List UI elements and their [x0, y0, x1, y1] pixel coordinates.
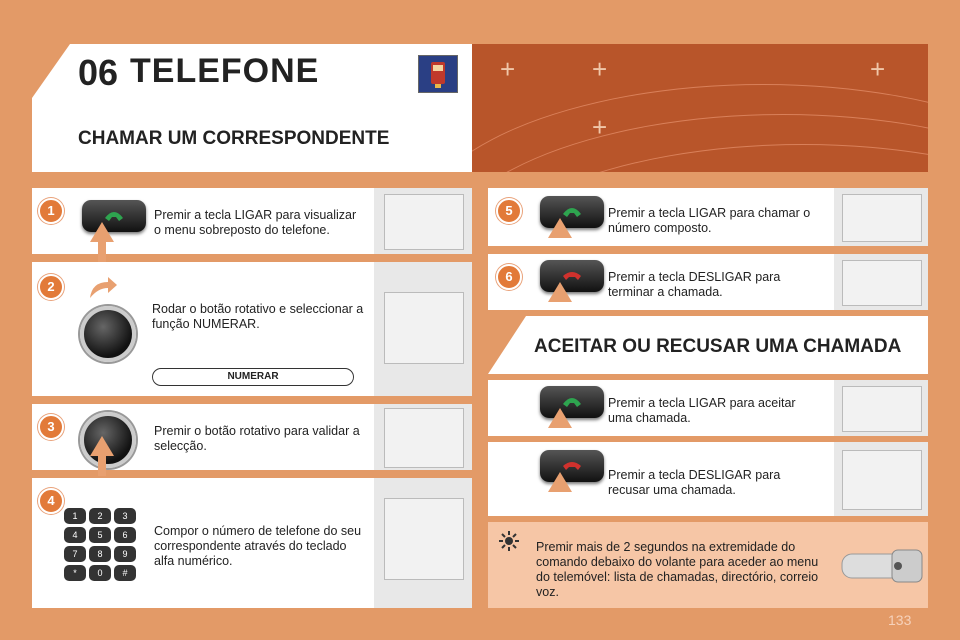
step-illustration-5	[834, 188, 928, 246]
step-number: 2	[38, 274, 64, 300]
step-number: 4	[38, 488, 64, 514]
chapter-number: 06	[78, 52, 119, 93]
steering-stalk-illustration	[838, 530, 926, 602]
step-illustration-3	[374, 404, 472, 470]
step-number: 1	[38, 198, 64, 224]
reject-text: Premir a tecla DESLIGAR para recusar uma chamada.	[608, 468, 781, 497]
plus-decoration: +	[870, 54, 886, 84]
keypad-key: 8	[89, 546, 111, 562]
rotate-arrow-icon	[86, 276, 116, 300]
page-title: TELEFONE	[130, 52, 320, 90]
reject-illustration	[834, 442, 928, 516]
press-arrow-icon	[90, 222, 114, 242]
numerar-menu-label: NUMERAR	[152, 368, 354, 386]
keypad-key: 7	[64, 546, 86, 562]
step-illustration-2	[374, 262, 472, 396]
keypad-key: 2	[89, 508, 111, 524]
accept-text: Premir a tecla LIGAR para aceitar uma chamada.	[608, 396, 796, 425]
step-text: Premir o botão rotativo para validar a selecção.	[154, 424, 360, 453]
header-band	[472, 44, 928, 172]
press-arrow-stem	[98, 240, 106, 262]
tip-sun-icon	[498, 530, 520, 552]
step-illustration-6	[834, 254, 928, 310]
step-number: 6	[496, 264, 522, 290]
accept-illustration	[834, 380, 928, 436]
keypad-key: 9	[114, 546, 136, 562]
step-number: 5	[496, 198, 522, 224]
step-text: Premir a tecla LIGAR para chamar o número composto.	[608, 206, 811, 235]
step-text: Premir a tecla DESLIGAR para terminar a chamada.	[608, 270, 781, 299]
keypad-key: 5	[89, 527, 111, 543]
press-arrow-icon	[548, 472, 572, 492]
tip-text: Premir mais de 2 segundos na extremidade do comando debaixo do volante para aceder ao menu do telemóvel: lista de chamadas, directório, correio voz.	[536, 540, 819, 599]
plus-decoration: +	[500, 54, 516, 84]
press-arrow-icon	[548, 408, 572, 428]
press-arrow-stem	[98, 454, 106, 476]
step-text: Premir a tecla LIGAR para visualizar o menu sobreposto do telefone.	[154, 208, 357, 237]
keypad-key: #	[114, 565, 136, 581]
plus-decoration: +	[592, 54, 608, 84]
keypad-key: 1	[64, 508, 86, 524]
step-text: Compor o número de telefone do seu correspondente através do teclado alfa numérico.	[154, 524, 362, 568]
press-arrow-icon	[548, 218, 572, 238]
press-arrow-icon	[90, 436, 114, 456]
section2-title: ACEITAR OU RECUSAR UMA CHAMADA	[534, 336, 902, 357]
page-number: 133	[888, 612, 912, 628]
plus-decoration: +	[592, 112, 608, 142]
keypad-key: 3	[114, 508, 136, 524]
keypad-key: 4	[64, 527, 86, 543]
step-number: 3	[38, 414, 64, 440]
step-illustration-4	[374, 478, 472, 608]
press-arrow-icon	[548, 282, 572, 302]
keypad-key: 6	[114, 527, 136, 543]
section-title: CHAMAR UM CORRESPONDENTE	[78, 128, 390, 149]
step-text: Rodar o botão rotativo e seleccionar a função NUMERAR.	[152, 302, 364, 331]
phone-chapter-icon	[418, 55, 458, 93]
keypad-key: 0	[89, 565, 111, 581]
numeric-keypad	[64, 508, 136, 581]
rotary-knob-icon	[80, 306, 136, 362]
step-illustration-1	[374, 188, 472, 254]
keypad-key: *	[64, 565, 86, 581]
